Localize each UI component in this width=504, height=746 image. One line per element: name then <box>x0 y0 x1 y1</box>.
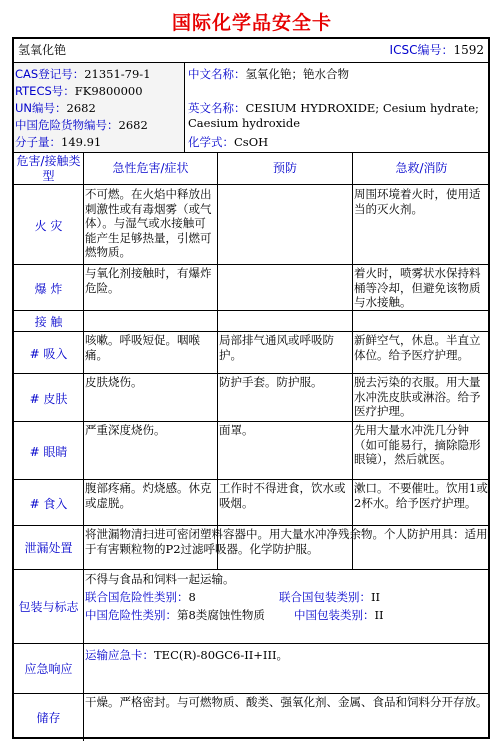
packaging-note: 不得与食品和饲料一起运输。 <box>85 572 235 586</box>
un-pack-value: II <box>371 590 381 604</box>
un-hazard-class <box>85 590 196 605</box>
cname-value: 氢氧化铯；铯水合物 <box>245 67 349 81</box>
emergency-card-label: 运输应急卡： <box>85 648 154 662</box>
row-type-eyes: # 眼睛 <box>29 445 68 459</box>
cas-label: CAS登记号： <box>15 67 85 81</box>
skin-prevent: 防护手套。防护服。 <box>219 375 323 389</box>
storage-label: 储存 <box>36 711 61 725</box>
icsc-number <box>390 43 484 58</box>
row-type-explosion: 爆 炸 <box>34 282 63 296</box>
un-value: 2682 <box>66 101 96 115</box>
eyes-aid: 先用大量水冲洗几分钟（如可能易行，摘除隐形眼镜），然后就医。 <box>354 423 481 466</box>
inhalation-acute: 咳嗽。呼吸短促。咽喉痛。 <box>85 333 200 362</box>
row-type-fire: 火 灾 <box>34 219 63 233</box>
row-type-contact: 接 触 <box>34 315 63 329</box>
english-name <box>188 101 486 130</box>
ename-value: CESIUM HYDROXIDE; Cesium hydrate; Caesium hydroxide <box>188 101 479 130</box>
emergency-card-value: TEC(R)-80GC6-II+III。 <box>154 648 289 662</box>
icsc-value: 1592 <box>453 43 484 57</box>
col-header-type: 危害/接触类型 <box>16 154 81 183</box>
fire-acute: 不可燃。在火焰中释放出刺激性或有毒烟雾（或气体）。与湿气或水接触可能产生足够热量，引燃可燃物质。 <box>85 187 212 259</box>
fire-aid: 周围环境着火时，使用适当的灭火剂。 <box>354 187 481 216</box>
rtecs-number <box>15 84 143 99</box>
safety-card-table <box>12 37 490 739</box>
ingestion-acute: 腹部疼痛。灼烧感。休克或虚脱。 <box>85 481 212 510</box>
cn-value: 2682 <box>118 118 148 132</box>
cname-label: 中文名称： <box>188 67 246 81</box>
mw-value: 149.91 <box>61 135 102 149</box>
col-header-acute: 急性危害/症状 <box>112 161 189 175</box>
molecular-weight <box>15 135 101 150</box>
cn-hazard-class <box>85 608 265 623</box>
chinese-name <box>188 67 349 82</box>
emergency-label: 应急响应 <box>24 662 73 676</box>
eyes-acute: 严重深度烧伤。 <box>85 423 166 437</box>
mw-label: 分子量： <box>15 135 61 149</box>
ingestion-aid: 漱口。不要催吐。饮用1或2杯水。给予医疗护理。 <box>354 481 488 510</box>
un-pack-label: 联合国包装类别： <box>279 590 371 604</box>
cas-value: 21351-79-1 <box>84 67 151 81</box>
cn-packing-group <box>294 608 384 623</box>
ingestion-prevent: 工作时不得进食，饮水或吸烟。 <box>219 481 346 510</box>
cas-number <box>15 67 151 82</box>
cn-pack-label: 中国包装类别： <box>294 608 375 622</box>
explosion-aid: 着火时，喷雾状水保持料桶等冷却，但避免该物质与水接触。 <box>354 266 481 309</box>
skin-acute: 皮肤烧伤。 <box>85 375 143 389</box>
chemical-formula <box>188 135 268 150</box>
cn-pack-value: II <box>374 608 384 622</box>
ename-label: 英文名称： <box>188 101 246 115</box>
storage-text: 干燥。严格密封。与可燃物质、酸类、强氧化剂、金属、食品和饲料分开存放。 <box>85 695 488 709</box>
cn-hazard-value: 第8类腐蚀性物质 <box>177 608 265 622</box>
skin-aid: 脱去污染的衣服。用大量水冲洗皮肤或淋浴。给予医疗护理。 <box>354 375 481 418</box>
row-type-inhalation: # 吸入 <box>29 347 68 361</box>
col-header-prevent: 预防 <box>272 161 297 175</box>
row-type-skin: # 皮肤 <box>29 392 68 406</box>
cn-dangerous-goods-number <box>15 118 148 133</box>
row-type-ingestion: # 食入 <box>29 497 68 511</box>
spill-text: 将泄漏物清扫进可密闭塑料容器中。用大量水冲净残余物。个人防护用具：适用于有害颗粒物的P2过滤呼吸器。化学防护服。 <box>85 527 488 556</box>
eyes-prevent: 面罩。 <box>219 423 254 437</box>
formula-value: CsOH <box>234 135 269 149</box>
formula-label: 化学式： <box>188 135 234 149</box>
spill-label: 泄漏处置 <box>24 541 73 555</box>
un-packing-group <box>279 590 380 605</box>
cn-hazard-label: 中国危险性类别： <box>85 608 177 622</box>
card-title: 国际化学品安全卡 <box>171 12 332 34</box>
cn-label: 中国危险货物编号： <box>15 118 119 132</box>
transport-emergency-card <box>85 648 288 663</box>
chemical-name: 氢氧化铯 <box>18 43 67 57</box>
packaging-label: 包装与标志 <box>18 600 79 614</box>
un-hazard-label: 联合国危险性类别： <box>85 590 189 604</box>
inhalation-prevent: 局部排气通风或呼吸防护。 <box>219 333 334 362</box>
icsc-label: ICSC编号： <box>389 43 454 57</box>
rtecs-label: RTECS号： <box>15 84 75 98</box>
inhalation-aid: 新鲜空气，休息。半直立体位。给予医疗护理。 <box>354 333 481 362</box>
rtecs-value: FK9800000 <box>74 84 143 98</box>
explosion-acute: 与氧化剂接触时，有爆炸危险。 <box>85 266 212 295</box>
un-hazard-value: 8 <box>188 590 196 604</box>
col-header-aid: 急救/消防 <box>395 161 448 175</box>
un-number <box>15 101 96 116</box>
un-label: UN编号： <box>15 101 67 115</box>
